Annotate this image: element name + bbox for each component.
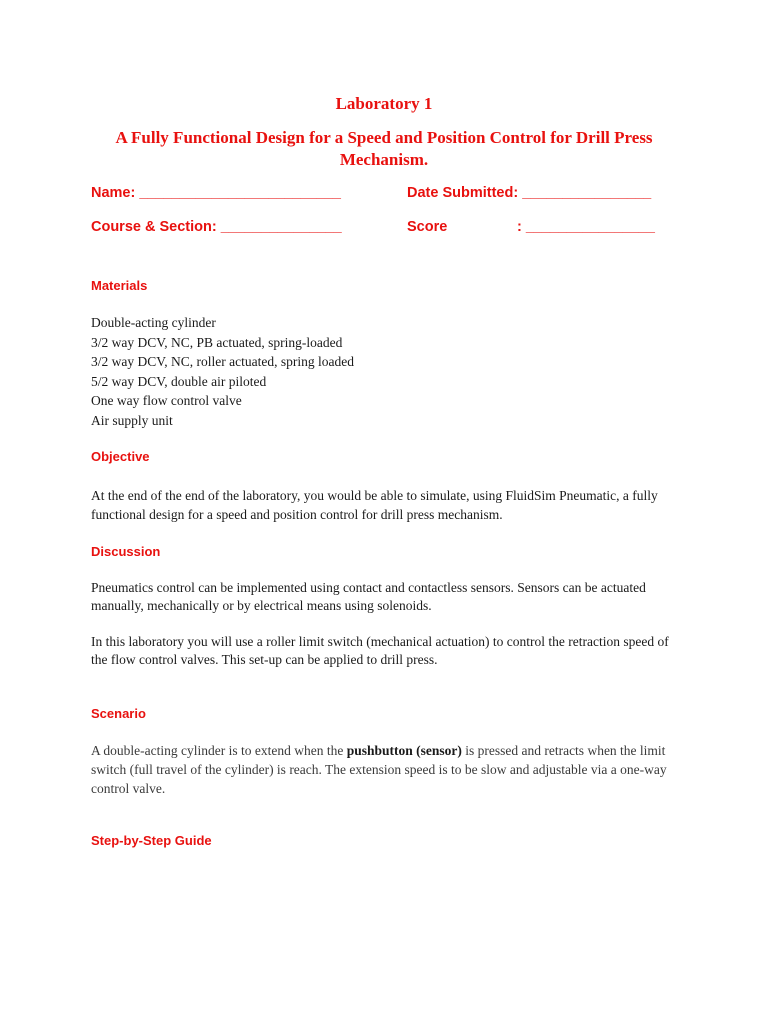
materials-list [91,313,691,430]
list-item: 3/2 way DCV, NC, roller actuated, spring loaded [91,354,354,369]
list-item: 3/2 way DCV, NC, PB actuated, spring-loaded [91,334,343,350]
list-item: 5/2 way DCV, double air piloted [91,373,267,389]
list-item: Air supply unit [91,412,173,428]
scenario-bold-term: pushbutton (sensor) [346,743,462,758]
scenario-heading: Scenario [91,706,146,721]
objective-text: At the end of the end of the laboratory, you would be able to simulate, using FluidSim Pneumatic, a fully functional design for a speed and position control for drill press mechanism. [91,488,658,522]
date-submitted-field: Date Submitted: ________________ [407,185,652,201]
course-section-field: Course & Section: _______________ [91,219,342,235]
discussion-paragraph-1: Pneumatics control can be implemented using contact and contactless sensors. Sensors can be actuated manually, mechanically or by electrical means using solenoids. [91,580,646,613]
name-field: Name: _________________________ [91,185,341,201]
score-field: : ________________ [517,219,655,235]
scenario-text-part: is pressed and retracts when the limit switch (full travel of the cylinder) is reach. The extension speed is to be slow and adjustable via a one-way control valve. [91,743,667,796]
score-label: Score [407,219,448,235]
scenario-text-part: A double-acting cylinder is to extend when the [91,743,347,758]
discussion-paragraph-2: In this laboratory you will use a roller limit switch (mechanical actuation) to control the retraction speed of the flow control valves. This set-up can be applied to drill press. [91,634,669,667]
materials-heading: Materials [91,278,148,293]
list-item: One way flow control valve [91,393,242,408]
discussion-heading: Discussion [91,544,161,559]
scenario-text [91,741,681,798]
guide-heading: Step-by-Step Guide [91,833,212,848]
list-item: Double-acting cylinder [91,315,216,330]
objective-heading: Objective [91,449,150,464]
lab-number: Laboratory 1 [335,94,433,113]
document-title: A Fully Functional Design for a Speed and Position Control for Drill Press Mechanism. [115,128,653,169]
